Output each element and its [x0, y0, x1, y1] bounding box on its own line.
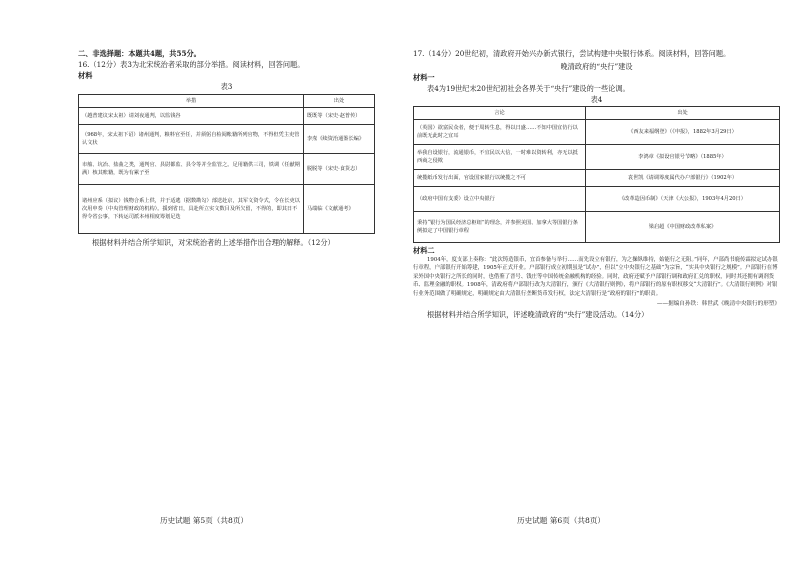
table4-cell-speech: 举我自设银行，流通银币，不宜民以大信，一时难以资转利，亦无以抵西商之侵欺: [414, 145, 586, 170]
table-row: [414, 212, 780, 243]
table-row: [79, 185, 375, 234]
table3-cell-measure: （968年，宋太祖下诏）诸州通判，粮料官至任，并须躬自检阅帐籍所列官物，不得但凭主吏管认文状: [79, 125, 304, 154]
table4-cell-source: 《改革造因币制》（天津《大公报》，1903年4月20日）: [586, 187, 780, 212]
q16-intro: 16.（12分）表3为北宋统治者采取的部分举措。阅读材料，回答问题。: [78, 60, 305, 69]
table3-header-source: 出处: [303, 95, 374, 108]
table4-header-speech: 言论: [414, 107, 586, 120]
table3-cell-source: 既既等（宋史·赵普传）: [303, 108, 374, 125]
table3-cell-measure: 市舶、坑冶、盐曲之类，通判官、县尉都监、县令等并全监管之。足用籍供三司，铁调（任献期满）核其账籍，既为有累子至: [79, 154, 304, 185]
topic-title: 晚清政府的“央行”建设: [560, 62, 633, 71]
table3-cell-source: 马端临《文献通考》: [303, 185, 374, 234]
table4-cell-speech: 秉持“银行为国民经济总枢纽”的理念，并参照美国、加拿大等国银行条例拟定了中国银行章程: [414, 212, 586, 243]
q17-question: 根据材料并结合所学知识，评述晚清政府的“央行”建设活动。（14分）: [427, 310, 649, 320]
table4-cell-speech: 统揽纸币发行出面，官设国家银行以统揽之不可: [414, 170, 586, 187]
material1-label: 材料一: [413, 73, 435, 82]
material2-text: 1904年，度支部上奏称：“此次铸造银币，宜首参备与举行……而先设立有银行，为之操纵维持，始能行之无阻。”同年，户部尚书鹿传霖拟定试办银行章程，户部银行开始筹建，1905年正式开业。户部银行成立初期虽是“试办”，但以“立中央银行之基础”为宗旨，“实具中央银行之规模”。户部银行在博采外国中央银行之所长的同时，也借鉴了晋号、钱庄等中国传统金融机构的经验。同时，政府还赋予户部银行调和政府汇兑的职权，同时其还拥有调剂货币、监理金融的职权。1908年，清政府将户部银行改为大清银行，颁行《大清银行则例》，将户部银行的原有职权移交“大清银行”。《大清银行则例》对银行业务范围做了明确规定，明确规定由大清银行垄断货币发行权，法定大清银行是“政府的银行”的职责。: [413, 257, 778, 297]
table-row: [414, 145, 780, 170]
q16-question: 根据材料并结合所学知识，对宋统治者的上述举措作出合理的解释。（12分）: [92, 238, 335, 247]
section-heading: 二、非选择题：本题共4题，共55分。: [78, 49, 201, 58]
table-row: [79, 154, 375, 185]
table-row: [414, 170, 780, 187]
table4-cell-speech: （政府中国有支委）设立中央银行: [414, 187, 586, 212]
table-row: [414, 187, 780, 212]
table4-cell-source: 梁启超《中国财政改革私案》: [586, 212, 780, 243]
table-row: [414, 120, 780, 145]
right-page: [397, 0, 794, 561]
table-row: [79, 125, 375, 154]
material2-label: 材料二: [413, 246, 435, 255]
material-label: 材料: [78, 71, 93, 80]
table4-cell-source: 袁世凯《请调筹度属代办户部银行》（1902年）: [586, 170, 780, 187]
table3: [78, 94, 375, 234]
table4-cell-speech: （英国）欲富民众者，便于周转生息，得以日盛……不知中国宜仿行以前既无此时之宜耳: [414, 120, 586, 145]
table3-cell-measure: （越普建议宋太祖）请刘夜通判，以监钱谷: [79, 108, 304, 125]
table3-cell-measure: 诸州应系（拟议）钱物合系上供，并于适逃（据数勘勾）部送赴京，其军文资令式，令在长吏以次用申奏（中央管理财政的机构）。援到省日，具赴所立实文数目及所欠留，不得的，即其日不得令省公事，下转运司派本州相度筹划足迭: [79, 185, 304, 234]
table3-cell-source: 李焘《续资治通鉴长编》: [303, 125, 374, 154]
material2-source: ——据编自孙铁：韩世武《晚清中央银行的形塑》: [656, 301, 780, 308]
table4-cell-source: 李鸿章《拟设官银号节略》（1885年）: [586, 145, 780, 170]
table4: [413, 106, 780, 243]
table4-header-source: 出处: [586, 107, 780, 120]
table3-title: 表3: [220, 82, 233, 91]
table3-cell-source: 脱脱等（宋史·食货志）: [303, 154, 374, 185]
table4-title: 表4: [590, 95, 603, 104]
material1-desc: 表4为19世纪末20世纪初社会各界关于“央行”建设的一些论调。: [427, 84, 630, 93]
table-row: [79, 108, 375, 125]
page-footer-right: 历史试题 第6页（共8页）: [517, 516, 606, 525]
page-footer-left: 历史试题 第5页（共8页）: [160, 516, 249, 525]
q17-intro: 17.（14分）20世纪初，清政府开始兴办新式银行，尝试构建中央银行体系。阅读材料，回答问题。: [413, 49, 731, 58]
table3-header-measure: 举措: [79, 95, 304, 108]
table4-cell-source: 《西友来福纲登》（《申报》，1882年3月29日）: [586, 120, 780, 145]
